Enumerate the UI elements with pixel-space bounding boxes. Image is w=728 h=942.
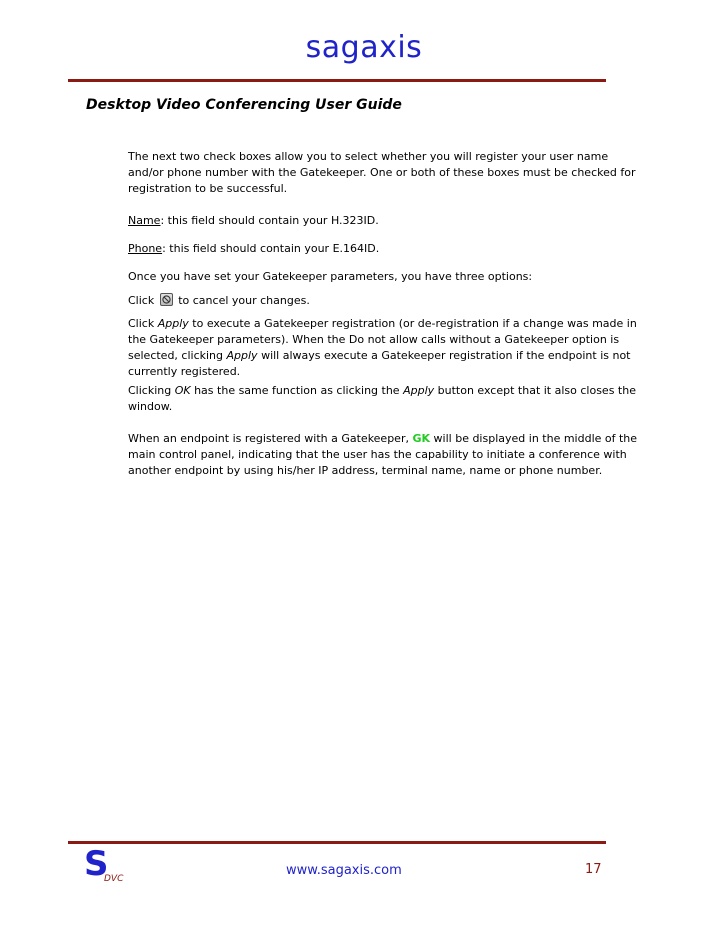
ok-mid: has the same function as clicking the <box>190 384 404 397</box>
apply-post: to execute a Gatekeeper registration (or de-registration if a change was made in the Gatekeeper parameters). When the Do not allow calls without a Gatekeeper option is selected, clicking <box>128 317 637 362</box>
name-text: : this field should contain your H.323ID. <box>160 214 379 227</box>
ok-pre: Clicking <box>128 384 175 397</box>
paragraph-checkboxes: The next two check boxes allow you to select whether you will register your user name and/or phone number with the Gatekeeper. One or both of these boxes must be checked for registration to be successful. <box>128 150 636 195</box>
brand-logo: sagaxis <box>305 30 423 65</box>
footer-url[interactable]: www.sagaxis.com <box>286 863 402 878</box>
header-rule <box>68 79 606 82</box>
paragraph-options-intro: Once you have set your Gatekeeper parameters, you have three options: <box>128 270 533 283</box>
document-title: Desktop Video Conferencing User Guide <box>86 97 402 113</box>
paragraph-gk <box>128 431 638 479</box>
gk-post: will be displayed in the middle of the main control panel, indicating that the user has the capability to initiate a conference with another endpoint by using his/her IP address, terminal name, name or phone number. <box>128 432 638 477</box>
apply-pre: Click <box>128 317 158 330</box>
paragraph-apply <box>128 316 638 380</box>
apply-post-2: will always execute a Gatekeeper registration if the endpoint is not currently registered. <box>128 349 631 378</box>
gk-indicator: GK <box>412 432 431 445</box>
page-content <box>128 149 638 479</box>
paragraph-ok <box>128 383 638 415</box>
footer-logo-sub: DVC <box>104 874 124 884</box>
apply-word-2: Apply <box>226 349 258 362</box>
footer-logo <box>84 844 144 890</box>
paragraph-phone <box>128 241 638 257</box>
cancel-text: to cancel your changes. <box>178 294 310 307</box>
footer-rule <box>68 841 606 844</box>
paragraph-cancel <box>128 293 638 309</box>
page-number: 17 <box>585 862 602 877</box>
paragraph-name <box>128 213 638 229</box>
ok-word: OK <box>174 384 191 397</box>
name-label: Name <box>128 214 161 227</box>
gk-pre: When an endpoint is registered with a Gatekeeper, <box>128 432 413 445</box>
cancel-icon <box>160 293 173 306</box>
apply-word: Apply <box>157 317 189 330</box>
phone-label: Phone <box>128 242 163 255</box>
click-word: Click <box>128 294 155 307</box>
phone-text: : this field should contain your E.164ID. <box>162 242 380 255</box>
ok-apply-word: Apply <box>403 384 435 397</box>
ok-post: button except that it also closes the window. <box>128 384 636 413</box>
footer-logo-letter: S <box>84 844 109 884</box>
